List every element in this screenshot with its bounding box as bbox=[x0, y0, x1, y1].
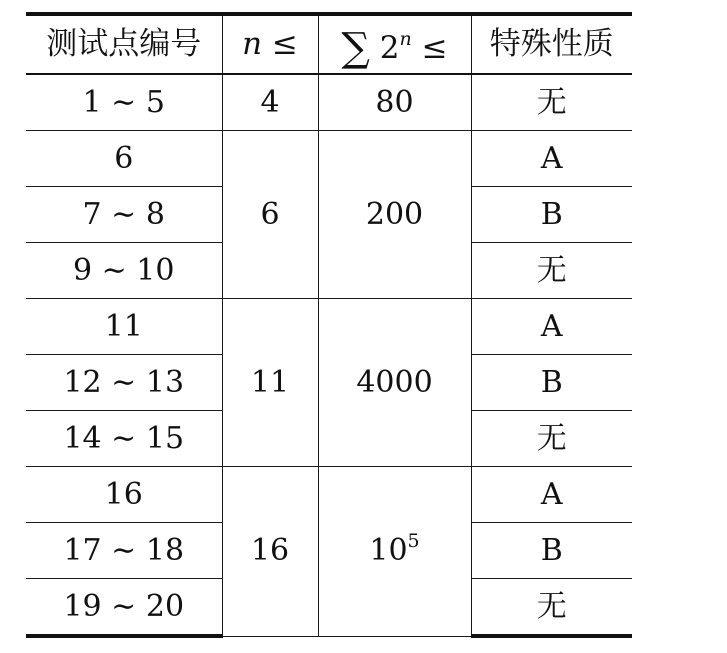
header-sum-relation: ≤ bbox=[421, 29, 448, 66]
test-id-cell: 6 bbox=[26, 131, 222, 187]
sum-limit-exponent: 5 bbox=[407, 530, 420, 553]
header-sum-exponent: n bbox=[399, 27, 412, 50]
n-limit-cell: 6 bbox=[222, 131, 318, 299]
table-row bbox=[26, 74, 632, 131]
property-cell: A bbox=[471, 467, 632, 523]
property-cell: 无 bbox=[471, 411, 632, 467]
header-sum-base: 2 bbox=[379, 29, 400, 66]
n-limit-cell: 16 bbox=[222, 467, 318, 637]
sum-limit-value: 200 bbox=[365, 196, 424, 232]
property-cell: B bbox=[471, 523, 632, 579]
sum-limit-cell bbox=[318, 131, 471, 299]
property-cell: 无 bbox=[471, 243, 632, 299]
test-id-cell: 16 bbox=[26, 467, 222, 523]
property-cell: 无 bbox=[471, 74, 632, 131]
test-id-cell: 14 ∼ 15 bbox=[26, 411, 222, 467]
test-id-cell: 11 bbox=[26, 299, 222, 355]
sum-limit-value: 4000 bbox=[356, 364, 433, 400]
sum-limit-cell bbox=[318, 467, 471, 637]
sum-limit-cell bbox=[318, 74, 471, 131]
header-n-relation: ≤ bbox=[271, 26, 298, 62]
property-cell: B bbox=[471, 355, 632, 411]
table-row bbox=[26, 131, 632, 187]
property-cell: 无 bbox=[471, 579, 632, 637]
header-test-id: 测试点编号 bbox=[26, 14, 222, 74]
sum-limit-value: 10 bbox=[369, 533, 408, 569]
header-sum-symbol: ∑ bbox=[341, 24, 370, 71]
n-limit-cell: 4 bbox=[222, 74, 318, 131]
header-sum-limit bbox=[318, 14, 471, 74]
table-row bbox=[26, 299, 632, 355]
n-limit-cell: 11 bbox=[222, 299, 318, 467]
sum-limit-value: 80 bbox=[375, 84, 414, 120]
sum-limit-cell bbox=[318, 299, 471, 467]
test-id-cell: 7 ∼ 8 bbox=[26, 187, 222, 243]
constraints-table bbox=[26, 12, 632, 638]
test-id-cell: 19 ∼ 20 bbox=[26, 579, 222, 637]
header-special-property: 特殊性质 bbox=[471, 14, 632, 74]
test-id-cell: 12 ∼ 13 bbox=[26, 355, 222, 411]
test-id-cell: 17 ∼ 18 bbox=[26, 523, 222, 579]
property-cell: A bbox=[471, 131, 632, 187]
header-n-variable: n bbox=[242, 26, 263, 62]
table-row bbox=[26, 467, 632, 523]
test-id-cell: 9 ∼ 10 bbox=[26, 243, 222, 299]
test-id-cell: 1 ∼ 5 bbox=[26, 74, 222, 131]
header-row bbox=[26, 14, 632, 74]
property-cell: B bbox=[471, 187, 632, 243]
header-n-limit bbox=[222, 14, 318, 74]
property-cell: A bbox=[471, 299, 632, 355]
